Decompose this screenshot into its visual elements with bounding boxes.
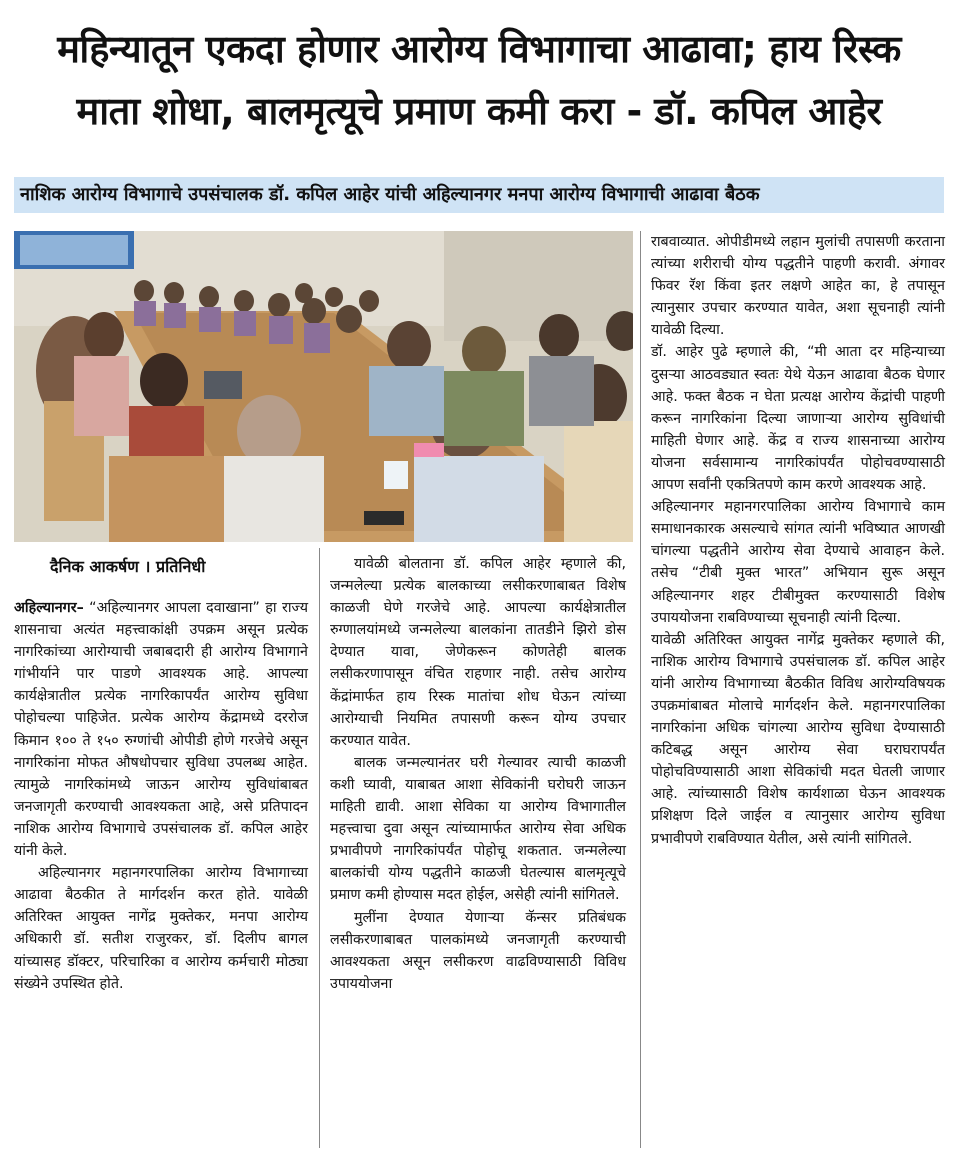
article-paragraph: अहिल्यानगर महानगरपालिका आरोग्य विभागाचे काम समाधानकारक असल्याचे सांगत त्यांनी भविष्यात आणखी चांगल्या पद्धतीने आरोग्य सेवा देण्याचे आवाहन केले. तसेच “टीबी मुक्त भारत” अभियान सुरू असून अहिल्यानगर शहर टीबीमुक्त करण्यासाठी विशेष उपाययोजना राबविण्याच्या सूचनाही त्यांनी दिल्या.	[651, 499, 945, 626]
headline-line-1: महिन्यातून एकदा होणार आरोग्य विभागाचा आढावा; हाय रिस्क	[57, 27, 901, 71]
article-column-3	[651, 231, 945, 850]
byline: दैनिक आकर्षण । प्रतिनिधी	[50, 557, 206, 576]
column-divider-1	[319, 548, 320, 1148]
meeting-photo	[14, 231, 633, 542]
column-divider-2	[640, 231, 641, 1148]
article-paragraph: यावेळी बोलताना डॉ. कपिल आहेर म्हणाले की, जन्मलेल्या प्रत्येक बालकाच्या लसीकरणाबाबत विशेष काळजी घेणे गरजेचे आहे. आपल्या कार्यक्षेत्रातील रुग्णालयांमध्ये जन्मलेल्या बालकांना तातडीने झिरो डोस देण्यात यावा, जेणेकरून कोणतेही बालक लसीकरणापासून वंचित राहणार नाही. तसेच आरोग्य केंद्रांमार्फत हाय रिस्क मातांचा शोध घेऊन त्यांच्या आरोग्याची नियमित तपासणी करून योग्य उपचार करण्यात यावेत.	[330, 556, 626, 749]
article-paragraph: अहिल्यानगर महानगरपालिका आरोग्य विभागाच्या आढावा बैठकीत ते मार्गदर्शन करत होते. यावेळी अतिरिक्त आयुक्त नागेंद्र मुक्तेकर, मनपा आरोग्य अधिकारी डॉ. सतीश राजुरकर, डॉ. दिलीप बागल यांच्यासह डॉक्टर, परिचारिका व आरोग्य कर्मचारी मोठ्या संख्येने उपस्थित होते.	[14, 865, 308, 992]
headline-line-2: माता शोधा, बालमृत्यूचे प्रमाण कमी करा - डॉ. कपिल आहेर	[76, 89, 882, 133]
article-column-2	[330, 553, 626, 995]
article-paragraph: राबवाव्यात. ओपीडीमध्ये लहान मुलांची तपासणी करताना त्यांच्या शरीराची योग्य पद्धतीने पाहणी करावी. अंगावर फिवर रॅश किंवा इतर लक्षणे आहेत का, हे तपासून त्यानुसार उपचार करण्यात यावेत, अशा सूचनाही त्यांनी यावेळी दिल्या.	[651, 234, 945, 339]
article-paragraph: डॉ. आहेर पुढे म्हणाले की, “मी आता दर महिन्याच्या दुसऱ्या आठवड्यात स्वतः येथे येऊन आढावा बैठक घेणार आहे. फक्त बैठक न घेता प्रत्यक्ष आरोग्य केंद्रांची पाहणी करून नागरिकांना दिल्या जाणाऱ्या आरोग्य सुविधांची माहिती घेणार आहे. केंद्र व राज्य शासनाच्या आरोग्य योजना सर्वसामान्य नागरिकांपर्यंत पोहोचवण्यासाठी आपण सर्वांनी एकत्रितपणे काम करणे आवश्यक आहे.	[651, 344, 945, 494]
subheadline: नाशिक आरोग्य विभागाचे उपसंचालक डॉ. कपिल आहेर यांची अहिल्यानगर मनपा आरोग्य विभागाची आढावा बैठक	[14, 177, 944, 213]
dateline: अहिल्यानगर–	[14, 600, 84, 616]
headline	[0, 18, 958, 142]
article-column-1	[14, 597, 308, 995]
article-paragraph: “अहिल्यानगर आपला दवाखाना” हा राज्य शासनाचा अत्यंत महत्त्वाकांक्षी उपक्रम असून प्रत्येक नागरिकांच्या आरोग्याची जबाबदारी ही आरोग्य विभागाने गांभीर्याने पार पाडणे आवश्यक आहे. आपल्या कार्यक्षेत्रातील प्रत्येक नागरिकापर्यंत आरोग्य सुविधा पोहोचल्या पाहिजेत. प्रत्येक आरोग्य केंद्रामध्ये दररोज किमान १०० ते १५० रुग्णांची ओपीडी होणे गरजेचे असून नागरिकांना मोफत औषधोपचार सुविधा उपलब्ध आहेत. त्यामुळे नागरिकांमध्ये जाऊन आरोग्य सुविधांबाबत जनजागृती करण्याची आवश्यकता आहे, असे प्रतिपादन नाशिक आरोग्य विभागाचे उपसंचालक डॉ. कपिल आहेर यांनी केले.	[14, 600, 308, 860]
article-paragraph: बालक जन्मल्यानंतर घरी गेल्यावर त्याची काळजी कशी घ्यावी, याबाबत आशा सेविकांनी घरोघरी जाऊन माहिती द्यावी. आशा सेविका या आरोग्य विभागातील महत्त्वाचा दुवा असून त्यांच्यामार्फत आरोग्य सेवा अधिक प्रभावीपणे नागरिकांपर्यंत पोहोचू शकतात. जन्मलेल्या बालकांची योग्य पद्धतीने काळजी घेतल्यास बालमृत्यूचे प्रमाण कमी होण्यास मदत होईल, असेही त्यांनी सांगितले.	[330, 754, 626, 904]
article-paragraph: यावेळी अतिरिक्त आयुक्त नागेंद्र मुक्तेकर म्हणाले की, नाशिक आरोग्य विभागाचे उपसंचालक डॉ. कपिल आहेर यांनी आरोग्य विभागाच्या बैठकीत विविध आरोग्यविषयक उपक्रमांबाबत मोलाचे मार्गदर्शन केले. महानगरपालिका नागरिकांना अधिक चांगल्या आरोग्य सुविधा देण्यासाठी कटिबद्ध असून आरोग्य सेवा घराघरापर्यंत पोहोचविण्यासाठी आशा सेविकांची मदत घेतली जाणार आहे. त्यांच्यासाठी विशेष कार्यशाळा घेऊन आवश्यक प्रशिक्षण दिले जाईल व त्यानुसार आरोग्य सुविधा प्रभावीपणे राबविण्यात येतील, असे त्यांनी सांगितले.	[651, 631, 945, 847]
article-paragraph: मुलींना देण्यात येणाऱ्या कॅन्सर प्रतिबंधक लसीकरणाबाबत पालकांमध्ये जनजागृती करण्याची आवश्यकता असून लसीकरण वाढविण्यासाठी विविध उपाययोजना	[330, 909, 626, 992]
